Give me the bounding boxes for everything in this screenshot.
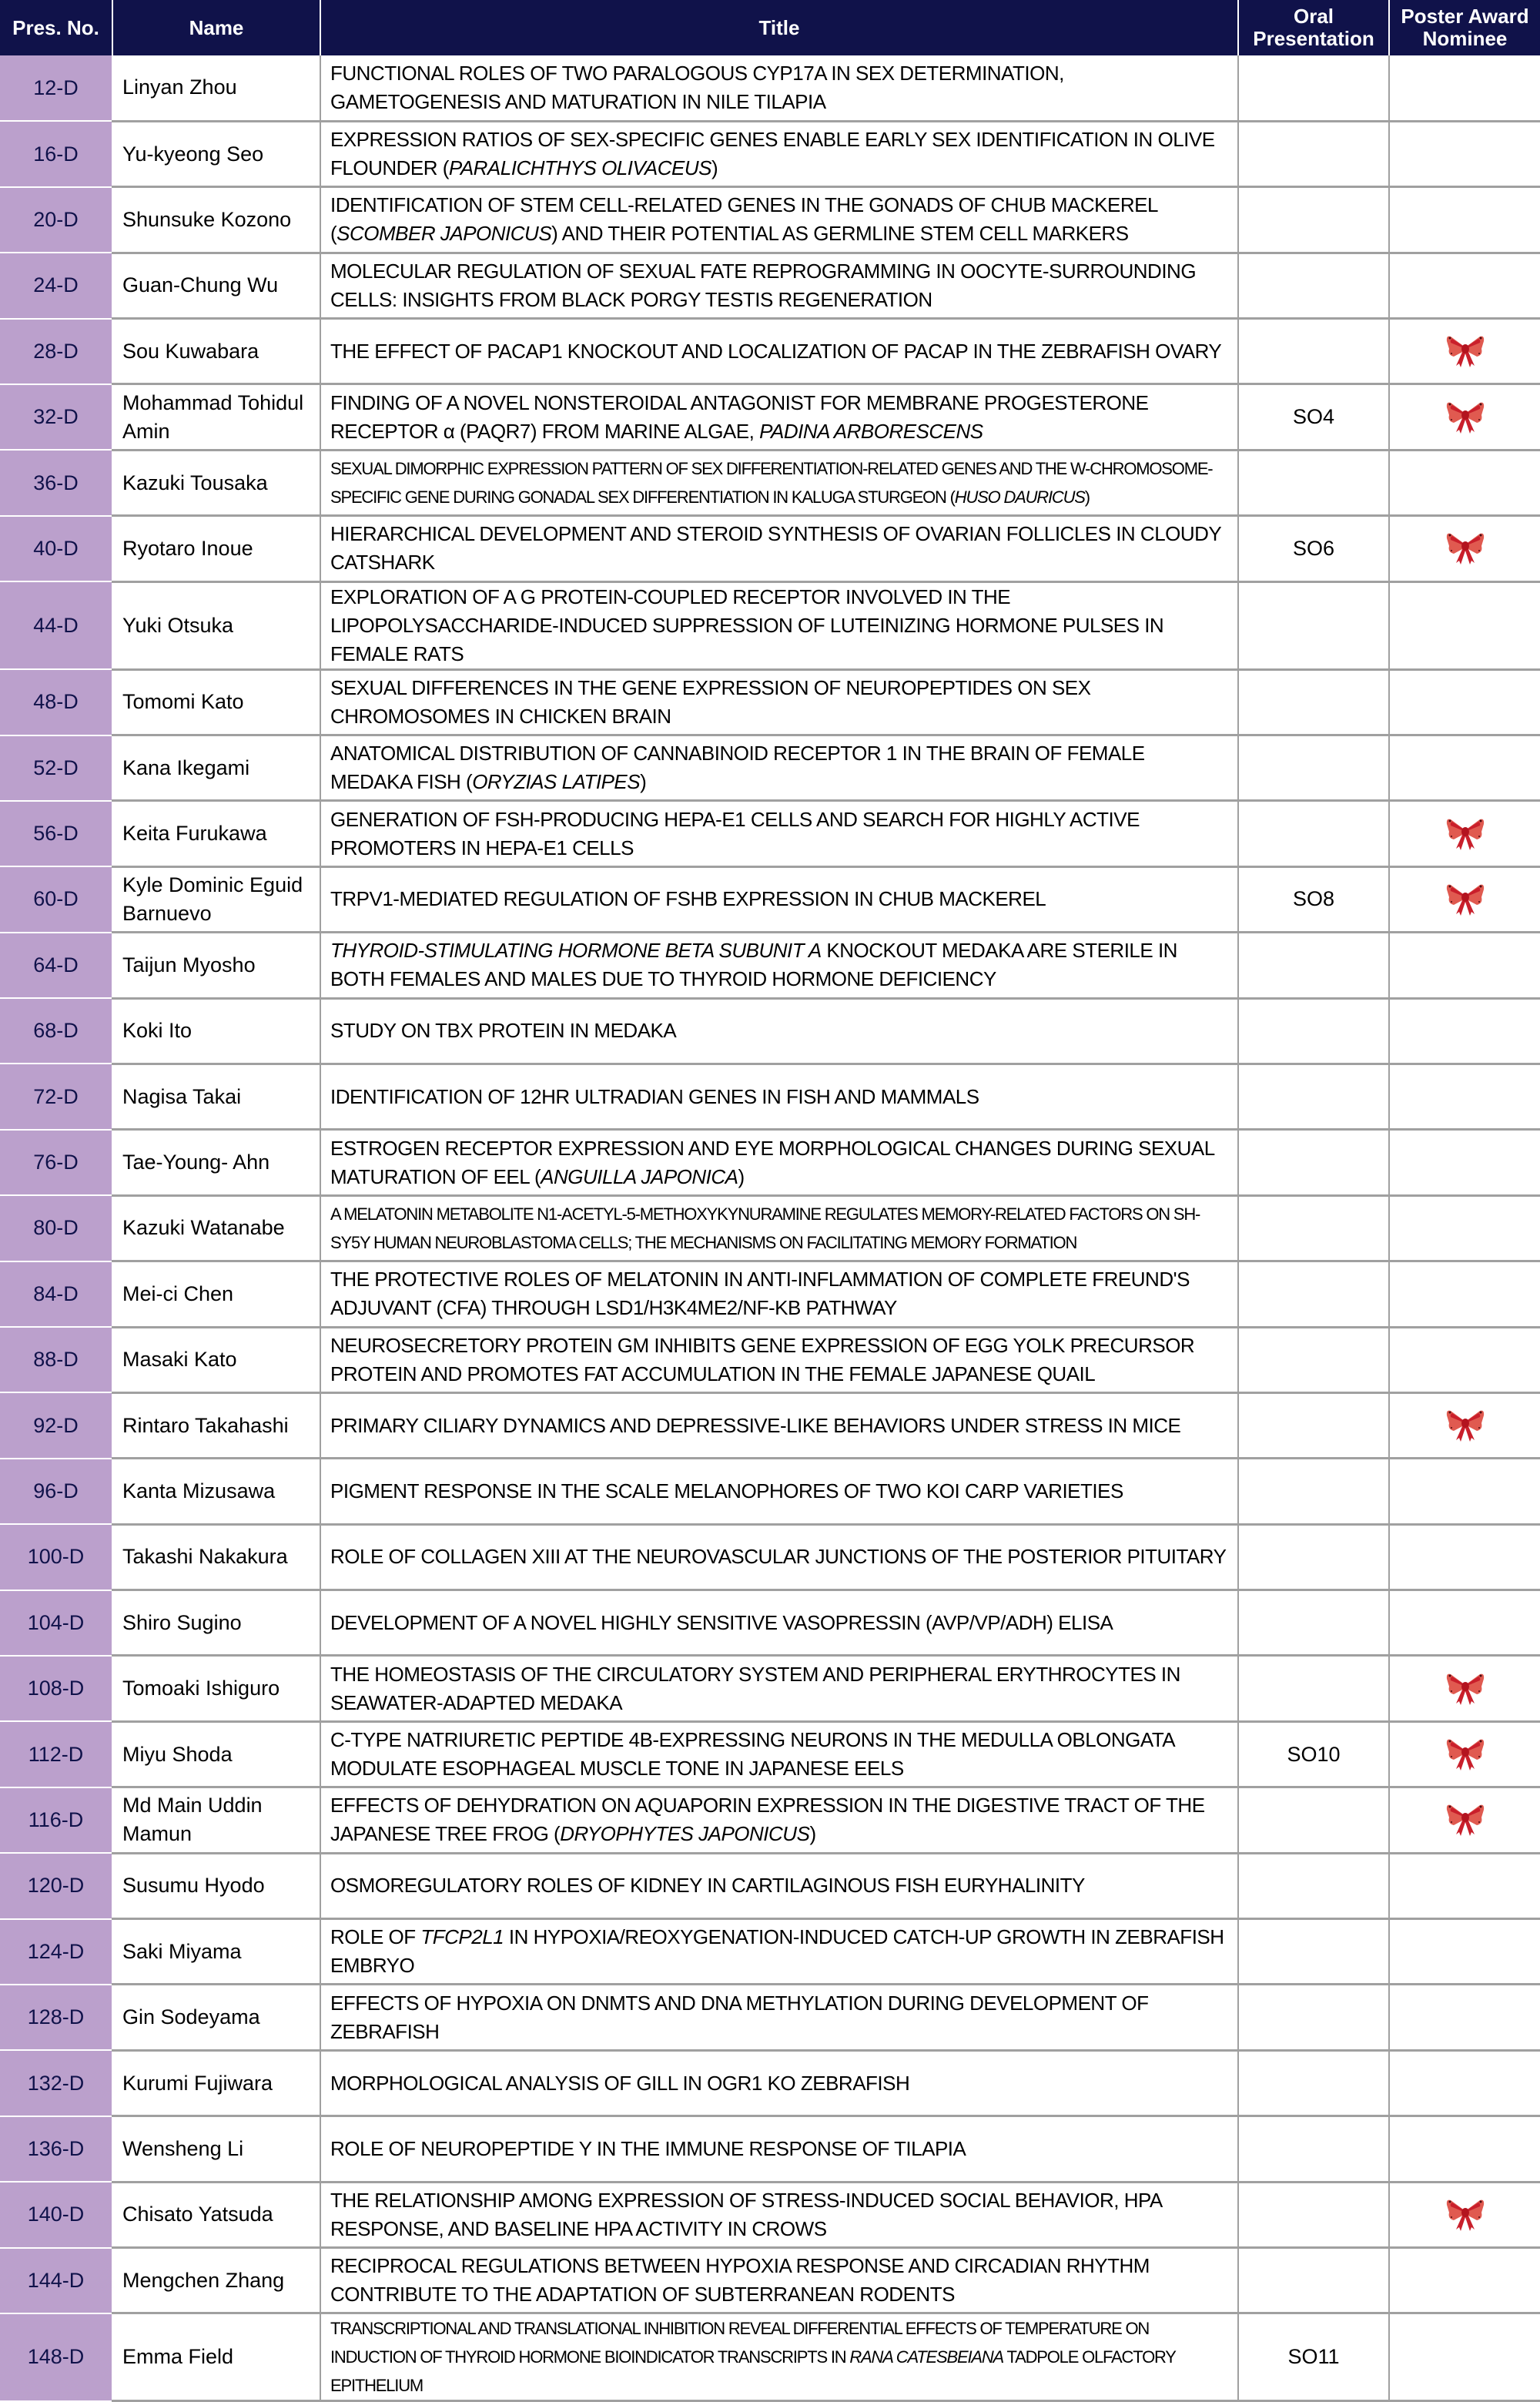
title-cell — [320, 1195, 1238, 1261]
pres-no-cell: 24-D — [0, 253, 112, 318]
table-row — [0, 1590, 1540, 1656]
poster-award-cell — [1389, 1919, 1540, 1985]
poster-award-cell — [1389, 121, 1540, 186]
header-title-label: Title — [758, 15, 800, 39]
title-italic-segment: HUSO DAURICUS — [954, 487, 1085, 508]
presenter-name-cell: Rintaro Takahashi — [112, 1392, 320, 1458]
poster-award-cell — [1389, 801, 1540, 866]
table-row — [0, 2050, 1540, 2116]
pres-no-cell: 56-D — [0, 801, 112, 866]
pres-no-cell: 108-D — [0, 1656, 112, 1721]
pres-no-cell: 68-D — [0, 998, 112, 1064]
presenter-name-cell: Chisato Yatsuda — [112, 2182, 320, 2247]
title-segment: ) AND THEIR POTENTIAL AS GERMLINE STEM CELL MARKERS — [551, 222, 1129, 246]
table-row — [0, 1195, 1540, 1261]
presenter-name-cell: Gin Sodeyama — [112, 1985, 320, 2050]
table-row — [0, 1787, 1540, 1853]
poster-award-cell — [1389, 1195, 1540, 1261]
presenter-name-cell: Ryotaro Inoue — [112, 516, 320, 581]
table-row — [0, 1853, 1540, 1918]
title-cell — [320, 2050, 1238, 2116]
title-italic-segment: THYROID-STIMULATING HORMONE BETA SUBUNIT A — [330, 939, 822, 963]
title-segment: C-TYPE NATRIURETIC PEPTIDE 4B-EXPRESSING NEURONS IN THE MEDULLA OBLONGATA MODULATE ESOPHAGEAL MUSCLE TONE IN JAPANESE EELS — [330, 1728, 1174, 1781]
title-segment: ) — [711, 156, 718, 180]
title-italic-segment: ANGUILLA JAPONICA — [541, 1164, 738, 1188]
presenter-name-cell: Mei-ci Chen — [112, 1261, 320, 1327]
table-row — [0, 2182, 1540, 2247]
header-award — [1389, 0, 1540, 55]
title-italic-segment: SCOMBER JAPONICUS — [336, 222, 552, 246]
poster-award-cell — [1389, 1327, 1540, 1392]
poster-award-cell — [1389, 55, 1540, 121]
pres-no-cell: 120-D — [0, 1853, 112, 1918]
title-cell — [320, 1130, 1238, 1195]
table-row — [0, 1130, 1540, 1195]
header-pres-no-label: Pres. No. — [12, 15, 99, 39]
table-row — [0, 1656, 1540, 1721]
title-cell — [320, 801, 1238, 866]
table-row — [0, 1459, 1540, 1524]
header-oral-line1: Oral — [1293, 5, 1334, 28]
title-segment: MORPHOLOGICAL ANALYSIS OF GILL IN OGR1 KO ZEBRAFISH — [330, 2071, 910, 2095]
poster-award-cell — [1389, 1459, 1540, 1524]
poster-award-cell — [1389, 933, 1540, 998]
oral-presentation-cell: SO8 — [1238, 866, 1389, 932]
presenter-name-cell: Wensheng Li — [112, 2116, 320, 2182]
title-segment: FUNCTIONAL ROLES OF TWO PARALOGOUS CYP17A IN SEX DETERMINATION, GAMETOGENESIS AND MATURATION IN NILE TILAPIA — [330, 61, 1064, 113]
table-row — [0, 1392, 1540, 1458]
oral-presentation-cell — [1238, 1327, 1389, 1392]
ribbon-bow-icon — [1445, 333, 1486, 369]
title-segment: ROLE OF — [330, 1925, 421, 1949]
pres-no-cell: 88-D — [0, 1327, 112, 1392]
title-cell — [320, 1327, 1238, 1392]
oral-presentation-cell — [1238, 998, 1389, 1064]
pres-no-cell: 40-D — [0, 516, 112, 581]
presenter-name-cell: Kanta Mizusawa — [112, 1459, 320, 1524]
poster-award-cell — [1389, 1787, 1540, 1853]
title-italic-segment: PADINA ARBORESCENS — [759, 419, 983, 443]
oral-presentation-cell — [1238, 1459, 1389, 1524]
ribbon-bow-icon — [1445, 400, 1486, 435]
presenter-name-cell: Kurumi Fujiwara — [112, 2050, 320, 2116]
title-cell — [320, 1064, 1238, 1129]
poster-award-cell — [1389, 1656, 1540, 1721]
presenter-name-cell: Kana Ikegami — [112, 735, 320, 801]
header-name-label: Name — [189, 15, 244, 39]
poster-award-cell — [1389, 1064, 1540, 1129]
title-cell — [320, 1721, 1238, 1787]
poster-award-cell — [1389, 2116, 1540, 2182]
pres-no-cell: 92-D — [0, 1392, 112, 1458]
header-pres-no — [0, 0, 112, 55]
oral-presentation-cell — [1238, 1130, 1389, 1195]
pres-no-cell: 12-D — [0, 55, 112, 121]
oral-presentation-cell — [1238, 55, 1389, 121]
oral-presentation-cell — [1238, 319, 1389, 384]
title-segment: ) — [1084, 487, 1090, 508]
poster-award-cell — [1389, 450, 1540, 515]
title-segment: EFFECTS OF DEHYDRATION ON AQUAPORIN EXPRESSION IN THE DIGESTIVE TRACT OF THE JAPANESE TREE FROG ( — [330, 1794, 1205, 1846]
table-header — [0, 0, 1540, 55]
pres-no-cell: 112-D — [0, 1721, 112, 1787]
header-title — [320, 0, 1238, 55]
table-row — [0, 187, 1540, 253]
presenter-name-cell: Guan-Chung Wu — [112, 253, 320, 318]
title-segment: SEXUAL DIMORPHIC EXPRESSION PATTERN OF SEX DIFFERENTIATION-RELATED GENES AND THE W-CHROMOSOME-SPECIFIC GENE DURING GONADAL SEX DIFFERENTIATION IN KALUGA STURGEON ( — [330, 459, 1213, 508]
poster-award-cell — [1389, 2248, 1540, 2313]
ribbon-bow-icon — [1445, 882, 1486, 917]
table-row — [0, 2116, 1540, 2182]
title-cell — [320, 1590, 1238, 1656]
title-cell — [320, 1919, 1238, 1985]
title-segment: THE PROTECTIVE ROLES OF MELATONIN IN ANTI-INFLAMMATION OF COMPLETE FREUND'S ADJUVANT (CFA) THROUGH LSD1/H3K4ME2/NF-KB PATHWAY — [330, 1268, 1190, 1320]
pres-no-cell: 72-D — [0, 1064, 112, 1129]
pres-no-cell: 140-D — [0, 2182, 112, 2247]
table-row — [0, 581, 1540, 669]
title-segment: IDENTIFICATION OF STEM CELL-RELATED GENES IN THE GONADS OF CHUB MACKEREL ( — [330, 193, 1157, 246]
oral-presentation-cell — [1238, 581, 1389, 669]
pres-no-cell: 64-D — [0, 933, 112, 998]
title-segment: TADPOLE OLFACTORY EPITHELIUM — [330, 2347, 1176, 2396]
title-segment: HIERARCHICAL DEVELOPMENT AND STEROID SYNTHESIS OF OVARIAN FOLLICLES IN CLOUDY CATSHARK — [330, 522, 1221, 575]
title-cell — [320, 1787, 1238, 1853]
ribbon-bow-icon — [1445, 1802, 1486, 1838]
title-segment: SEXUAL DIFFERENCES IN THE GENE EXPRESSION OF NEUROPEPTIDES ON SEX CHROMOSOMES IN CHICKEN BRAIN — [330, 675, 1091, 728]
poster-award-cell — [1389, 866, 1540, 932]
title-segment: PRIMARY CILIARY DYNAMICS AND DEPRESSIVE-LIKE BEHAVIORS UNDER STRESS IN MICE — [330, 1413, 1181, 1437]
title-cell — [320, 1656, 1238, 1721]
pres-no-cell: 16-D — [0, 121, 112, 186]
table-row — [0, 1919, 1540, 1985]
table-row — [0, 253, 1540, 318]
poster-award-cell — [1389, 2313, 1540, 2401]
pres-no-cell: 100-D — [0, 1524, 112, 1590]
title-segment: PIGMENT RESPONSE IN THE SCALE MELANOPHORES OF TWO KOI CARP VARIETIES — [330, 1479, 1123, 1503]
table-row — [0, 1327, 1540, 1392]
ribbon-bow-icon — [1445, 816, 1486, 852]
table-row — [0, 735, 1540, 801]
poster-award-cell — [1389, 187, 1540, 253]
title-cell — [320, 187, 1238, 253]
presenter-name-cell: Linyan Zhou — [112, 55, 320, 121]
poster-award-cell — [1389, 384, 1540, 450]
table-row — [0, 801, 1540, 866]
title-cell — [320, 735, 1238, 801]
pres-no-cell: 48-D — [0, 669, 112, 735]
presenter-name-cell: Kyle Dominic Eguid Barnuevo — [112, 866, 320, 932]
presenter-name-cell: Tomomi Kato — [112, 669, 320, 735]
title-segment: TRANSCRIPTIONAL AND TRANSLATIONAL INHIBITION REVEAL DIFFERENTIAL EFFECTS OF TEMPERATURE ON INDUCTION OF THYROID HORMONE BIOINDICATOR TRANSCRIPTS IN — [330, 2319, 1150, 2367]
header-oral-line2: Presentation — [1253, 27, 1374, 50]
presenter-name-cell: Susumu Hyodo — [112, 1853, 320, 1918]
presenter-name-cell: Koki Ito — [112, 998, 320, 1064]
title-cell — [320, 1985, 1238, 2050]
header-award-line2: Nominee — [1422, 27, 1508, 50]
pres-no-cell: 104-D — [0, 1590, 112, 1656]
pres-no-cell: 84-D — [0, 1261, 112, 1327]
oral-presentation-cell — [1238, 2050, 1389, 2116]
pres-no-cell: 144-D — [0, 2248, 112, 2313]
presenter-name-cell: Emma Field — [112, 2313, 320, 2401]
oral-presentation-cell — [1238, 1787, 1389, 1853]
oral-presentation-cell — [1238, 253, 1389, 318]
pres-no-cell: 20-D — [0, 187, 112, 253]
oral-presentation-cell — [1238, 1524, 1389, 1590]
table-row — [0, 450, 1540, 515]
title-cell — [320, 516, 1238, 581]
title-segment: ) — [809, 1822, 816, 1846]
title-italic-segment: DRYOPHYTES JAPONICUS — [560, 1822, 810, 1846]
table-row — [0, 384, 1540, 450]
presenter-name-cell: Tomoaki Ishiguro — [112, 1656, 320, 1721]
poster-award-cell — [1389, 1721, 1540, 1787]
pres-no-cell: 124-D — [0, 1919, 112, 1985]
pres-no-cell: 28-D — [0, 319, 112, 384]
table-row — [0, 2313, 1540, 2401]
title-cell — [320, 1524, 1238, 1590]
oral-presentation-cell — [1238, 1590, 1389, 1656]
oral-presentation-cell: SO11 — [1238, 2313, 1389, 2401]
pres-no-cell: 96-D — [0, 1459, 112, 1524]
oral-presentation-cell — [1238, 2182, 1389, 2247]
title-segment: IN HYPOXIA/REOXYGENATION-INDUCED CATCH-UP GROWTH IN ZEBRAFISH EMBRYO — [330, 1925, 1224, 1978]
title-segment: STUDY ON TBX PROTEIN IN MEDAKA — [330, 1019, 677, 1043]
title-segment: ESTROGEN RECEPTOR EXPRESSION AND EYE MORPHOLOGICAL CHANGES DURING SEXUAL MATURATION OF EEL ( — [330, 1136, 1214, 1188]
title-cell — [320, 319, 1238, 384]
oral-presentation-cell — [1238, 1064, 1389, 1129]
pres-no-cell: 148-D — [0, 2313, 112, 2401]
table-row — [0, 1261, 1540, 1327]
presenter-name-cell: Yu-kyeong Seo — [112, 121, 320, 186]
poster-award-cell — [1389, 1853, 1540, 1918]
title-segment: MOLECULAR REGULATION OF SEXUAL FATE REPROGRAMMING IN OOCYTE-SURROUNDING CELLS: INSIGHTS FROM BLACK PORGY TESTIS REGENERATION — [330, 259, 1197, 311]
title-cell — [320, 1392, 1238, 1458]
ribbon-bow-icon — [1445, 2197, 1486, 2233]
presenter-name-cell: Kazuki Watanabe — [112, 1195, 320, 1261]
oral-presentation-cell: SO10 — [1238, 1721, 1389, 1787]
title-segment: DEVELOPMENT OF A NOVEL HIGHLY SENSITIVE VASOPRESSIN (AVP/VP/ADH) ELISA — [330, 1610, 1113, 1634]
presenter-name-cell: Masaki Kato — [112, 1327, 320, 1392]
presenter-name-cell: Takashi Nakakura — [112, 1524, 320, 1590]
poster-award-cell — [1389, 735, 1540, 801]
oral-presentation-cell — [1238, 187, 1389, 253]
title-italic-segment: TFCP2L1 — [420, 1925, 504, 1949]
presenter-name-cell: Kazuki Tousaka — [112, 450, 320, 515]
pres-no-cell: 36-D — [0, 450, 112, 515]
oral-presentation-cell — [1238, 1195, 1389, 1261]
title-cell — [320, 1261, 1238, 1327]
pres-no-cell: 76-D — [0, 1130, 112, 1195]
table-row — [0, 1985, 1540, 2050]
table-row — [0, 1721, 1540, 1787]
title-italic-segment: PARALICHTHYS OLIVACEUS — [448, 156, 711, 180]
title-segment: EFFECTS OF HYPOXIA ON DNMTS AND DNA METHYLATION DURING DEVELOPMENT OF ZEBRAFISH — [330, 1991, 1149, 2043]
poster-award-cell — [1389, 2050, 1540, 2116]
table-row — [0, 998, 1540, 1064]
oral-presentation-cell — [1238, 2116, 1389, 2182]
title-cell — [320, 2116, 1238, 2182]
poster-award-cell — [1389, 1524, 1540, 1590]
pres-no-cell: 116-D — [0, 1787, 112, 1853]
title-cell — [320, 581, 1238, 669]
presenter-name-cell: Nagisa Takai — [112, 1064, 320, 1129]
title-cell — [320, 55, 1238, 121]
title-segment: THE EFFECT OF PACAP1 KNOCKOUT AND LOCALIZATION OF PACAP IN THE ZEBRAFISH OVARY — [330, 339, 1222, 363]
oral-presentation-cell — [1238, 121, 1389, 186]
title-segment: ) — [640, 770, 647, 794]
title-italic-segment: ORYZIAS LATIPES — [472, 770, 641, 794]
oral-presentation-cell — [1238, 1853, 1389, 1918]
poster-award-cell — [1389, 319, 1540, 384]
poster-award-cell — [1389, 516, 1540, 581]
poster-award-cell — [1389, 998, 1540, 1064]
oral-presentation-cell: SO4 — [1238, 384, 1389, 450]
header-award-line1: Poster Award — [1401, 5, 1529, 28]
table-row — [0, 933, 1540, 998]
oral-presentation-cell — [1238, 1392, 1389, 1458]
presenter-name-cell: Keita Furukawa — [112, 801, 320, 866]
pres-no-cell: 80-D — [0, 1195, 112, 1261]
title-segment: GENERATION OF FSH-PRODUCING HEPA-E1 CELLS AND SEARCH FOR HIGHLY ACTIVE PROMOTERS IN HEPA-E1 CELLS — [330, 807, 1140, 859]
title-segment: KNOCKOUT MEDAKA ARE STERILE IN BOTH FEMALES AND MALES DUE TO THYROID HORMONE DEFICIENCY — [330, 939, 1177, 991]
title-cell — [320, 866, 1238, 932]
title-segment: IDENTIFICATION OF 12HR ULTRADIAN GENES IN FISH AND MAMMALS — [330, 1084, 979, 1108]
title-segment: THE HOMEOSTASIS OF THE CIRCULATORY SYSTEM AND PERIPHERAL ERYTHROCYTES IN SEAWATER-ADAPTED MEDAKA — [330, 1662, 1180, 1714]
title-cell — [320, 121, 1238, 186]
presenter-name-cell: Miyu Shoda — [112, 1721, 320, 1787]
title-italic-segment: RANA CATESBEIANA — [849, 2347, 1003, 2367]
title-cell — [320, 1853, 1238, 1918]
pres-no-cell: 128-D — [0, 1985, 112, 2050]
oral-presentation-cell — [1238, 1919, 1389, 1985]
title-cell — [320, 253, 1238, 318]
table-body — [0, 55, 1540, 2401]
oral-presentation-cell — [1238, 735, 1389, 801]
title-segment: RECIPROCAL REGULATIONS BETWEEN HYPOXIA RESPONSE AND CIRCADIAN RHYTHM CONTRIBUTE TO THE ADAPTATION OF SUBTERRANEAN RODENTS — [330, 2254, 1150, 2307]
title-segment: ROLE OF COLLAGEN XIII AT THE NEUROVASCULAR JUNCTIONS OF THE POSTERIOR PITUITARY — [330, 1545, 1227, 1569]
ribbon-bow-icon — [1445, 1408, 1486, 1443]
title-segment: A MELATONIN METABOLITE N1-ACETYL-5-METHOXYKYNURAMINE REGULATES MEMORY-RELATED FACTORS ON SH-SY5Y HUMAN NEUROBLASTOMA CELLS; THE MECHANISMS ON FACILITATING MEMORY FORMATION — [330, 1204, 1200, 1252]
poster-award-cell — [1389, 1590, 1540, 1656]
title-cell — [320, 669, 1238, 735]
title-cell — [320, 933, 1238, 998]
presenter-name-cell: Saki Miyama — [112, 1919, 320, 1985]
header-name — [112, 0, 320, 55]
pres-no-cell: 52-D — [0, 735, 112, 801]
presenter-name-cell: Mohammad Tohidul Amin — [112, 384, 320, 450]
presenter-name-cell: Shiro Sugino — [112, 1590, 320, 1656]
oral-presentation-cell — [1238, 933, 1389, 998]
presenter-name-cell: Mengchen Zhang — [112, 2248, 320, 2313]
title-segment: NEUROSECRETORY PROTEIN GM INHIBITS GENE EXPRESSION OF EGG YOLK PRECURSOR PROTEIN AND PROMOTES FAT ACCUMULATION IN THE FEMALE JAPANESE QUAIL — [330, 1333, 1195, 1385]
presenter-name-cell: Shunsuke Kozono — [112, 187, 320, 253]
table-row — [0, 669, 1540, 735]
oral-presentation-cell — [1238, 801, 1389, 866]
title-cell — [320, 2248, 1238, 2313]
title-cell — [320, 2182, 1238, 2247]
title-cell — [320, 1459, 1238, 1524]
poster-award-cell — [1389, 2182, 1540, 2247]
pres-no-cell: 60-D — [0, 866, 112, 932]
header-row — [0, 0, 1540, 55]
poster-award-cell — [1389, 1392, 1540, 1458]
title-cell — [320, 998, 1238, 1064]
title-segment: OSMOREGULATORY ROLES OF KIDNEY IN CARTILAGINOUS FISH EURYHALINITY — [330, 1874, 1085, 1898]
table-row — [0, 121, 1540, 186]
oral-presentation-cell — [1238, 1656, 1389, 1721]
oral-presentation-cell — [1238, 1985, 1389, 2050]
title-segment: ANATOMICAL DISTRIBUTION OF CANNABINOID RECEPTOR 1 IN THE BRAIN OF FEMALE MEDAKA FISH ( — [330, 742, 1145, 794]
table-row — [0, 2248, 1540, 2313]
pres-no-cell: 136-D — [0, 2116, 112, 2182]
table-row — [0, 1064, 1540, 1129]
pres-no-cell: 32-D — [0, 384, 112, 450]
presenter-name-cell: Tae-Young- Ahn — [112, 1130, 320, 1195]
poster-award-cell — [1389, 669, 1540, 735]
title-segment: EXPLORATION OF A G PROTEIN-COUPLED RECEPTOR INVOLVED IN THE LIPOPOLYSACCHARIDE-INDUCED SUPPRESSION OF LUTEINIZING HORMONE PULSES IN FEMALE RATS — [330, 585, 1164, 665]
title-segment: FINDING OF A NOVEL NONSTEROIDAL ANTAGONIST FOR MEMBRANE PROGESTERONE RECEPTOR α (PAQR7) FROM MARINE ALGAE, — [330, 390, 1149, 443]
ribbon-bow-icon — [1445, 1737, 1486, 1772]
presenter-name-cell: Sou Kuwabara — [112, 319, 320, 384]
title-segment: EXPRESSION RATIOS OF SEX-SPECIFIC GENES ENABLE EARLY SEX IDENTIFICATION IN OLIVE FLOUNDER ( — [330, 128, 1215, 180]
ribbon-bow-icon — [1445, 531, 1486, 566]
oral-presentation-cell — [1238, 450, 1389, 515]
oral-presentation-cell: SO6 — [1238, 516, 1389, 581]
table-row — [0, 516, 1540, 581]
title-cell — [320, 2313, 1238, 2401]
presenter-name-cell: Md Main Uddin Mamun — [112, 1787, 320, 1853]
title-segment: ROLE OF NEUROPEPTIDE Y IN THE IMMUNE RESPONSE OF TILAPIA — [330, 2136, 966, 2160]
title-cell — [320, 450, 1238, 515]
title-segment: THE RELATIONSHIP AMONG EXPRESSION OF STRESS-INDUCED SOCIAL BEHAVIOR, HPA RESPONSE, AND BASELINE HPA ACTIVITY IN CROWS — [330, 2188, 1162, 2240]
table-row — [0, 55, 1540, 121]
oral-presentation-cell — [1238, 1261, 1389, 1327]
poster-award-cell — [1389, 1985, 1540, 2050]
oral-presentation-cell — [1238, 2248, 1389, 2313]
poster-award-cell — [1389, 1261, 1540, 1327]
presenter-name-cell: Taijun Myosho — [112, 933, 320, 998]
oral-presentation-cell — [1238, 669, 1389, 735]
pres-no-cell: 132-D — [0, 2050, 112, 2116]
pres-no-cell: 44-D — [0, 581, 112, 669]
header-oral — [1238, 0, 1389, 55]
table-row — [0, 866, 1540, 932]
title-segment: TRPV1-MEDIATED REGULATION OF FSHB EXPRESSION IN CHUB MACKEREL — [330, 887, 1046, 911]
ribbon-bow-icon — [1445, 1671, 1486, 1707]
table-row — [0, 319, 1540, 384]
title-segment: ) — [738, 1164, 745, 1188]
poster-award-cell — [1389, 253, 1540, 318]
title-cell — [320, 384, 1238, 450]
poster-award-cell — [1389, 581, 1540, 669]
poster-award-cell — [1389, 1130, 1540, 1195]
table-row — [0, 1524, 1540, 1590]
presenter-name-cell: Yuki Otsuka — [112, 581, 320, 669]
